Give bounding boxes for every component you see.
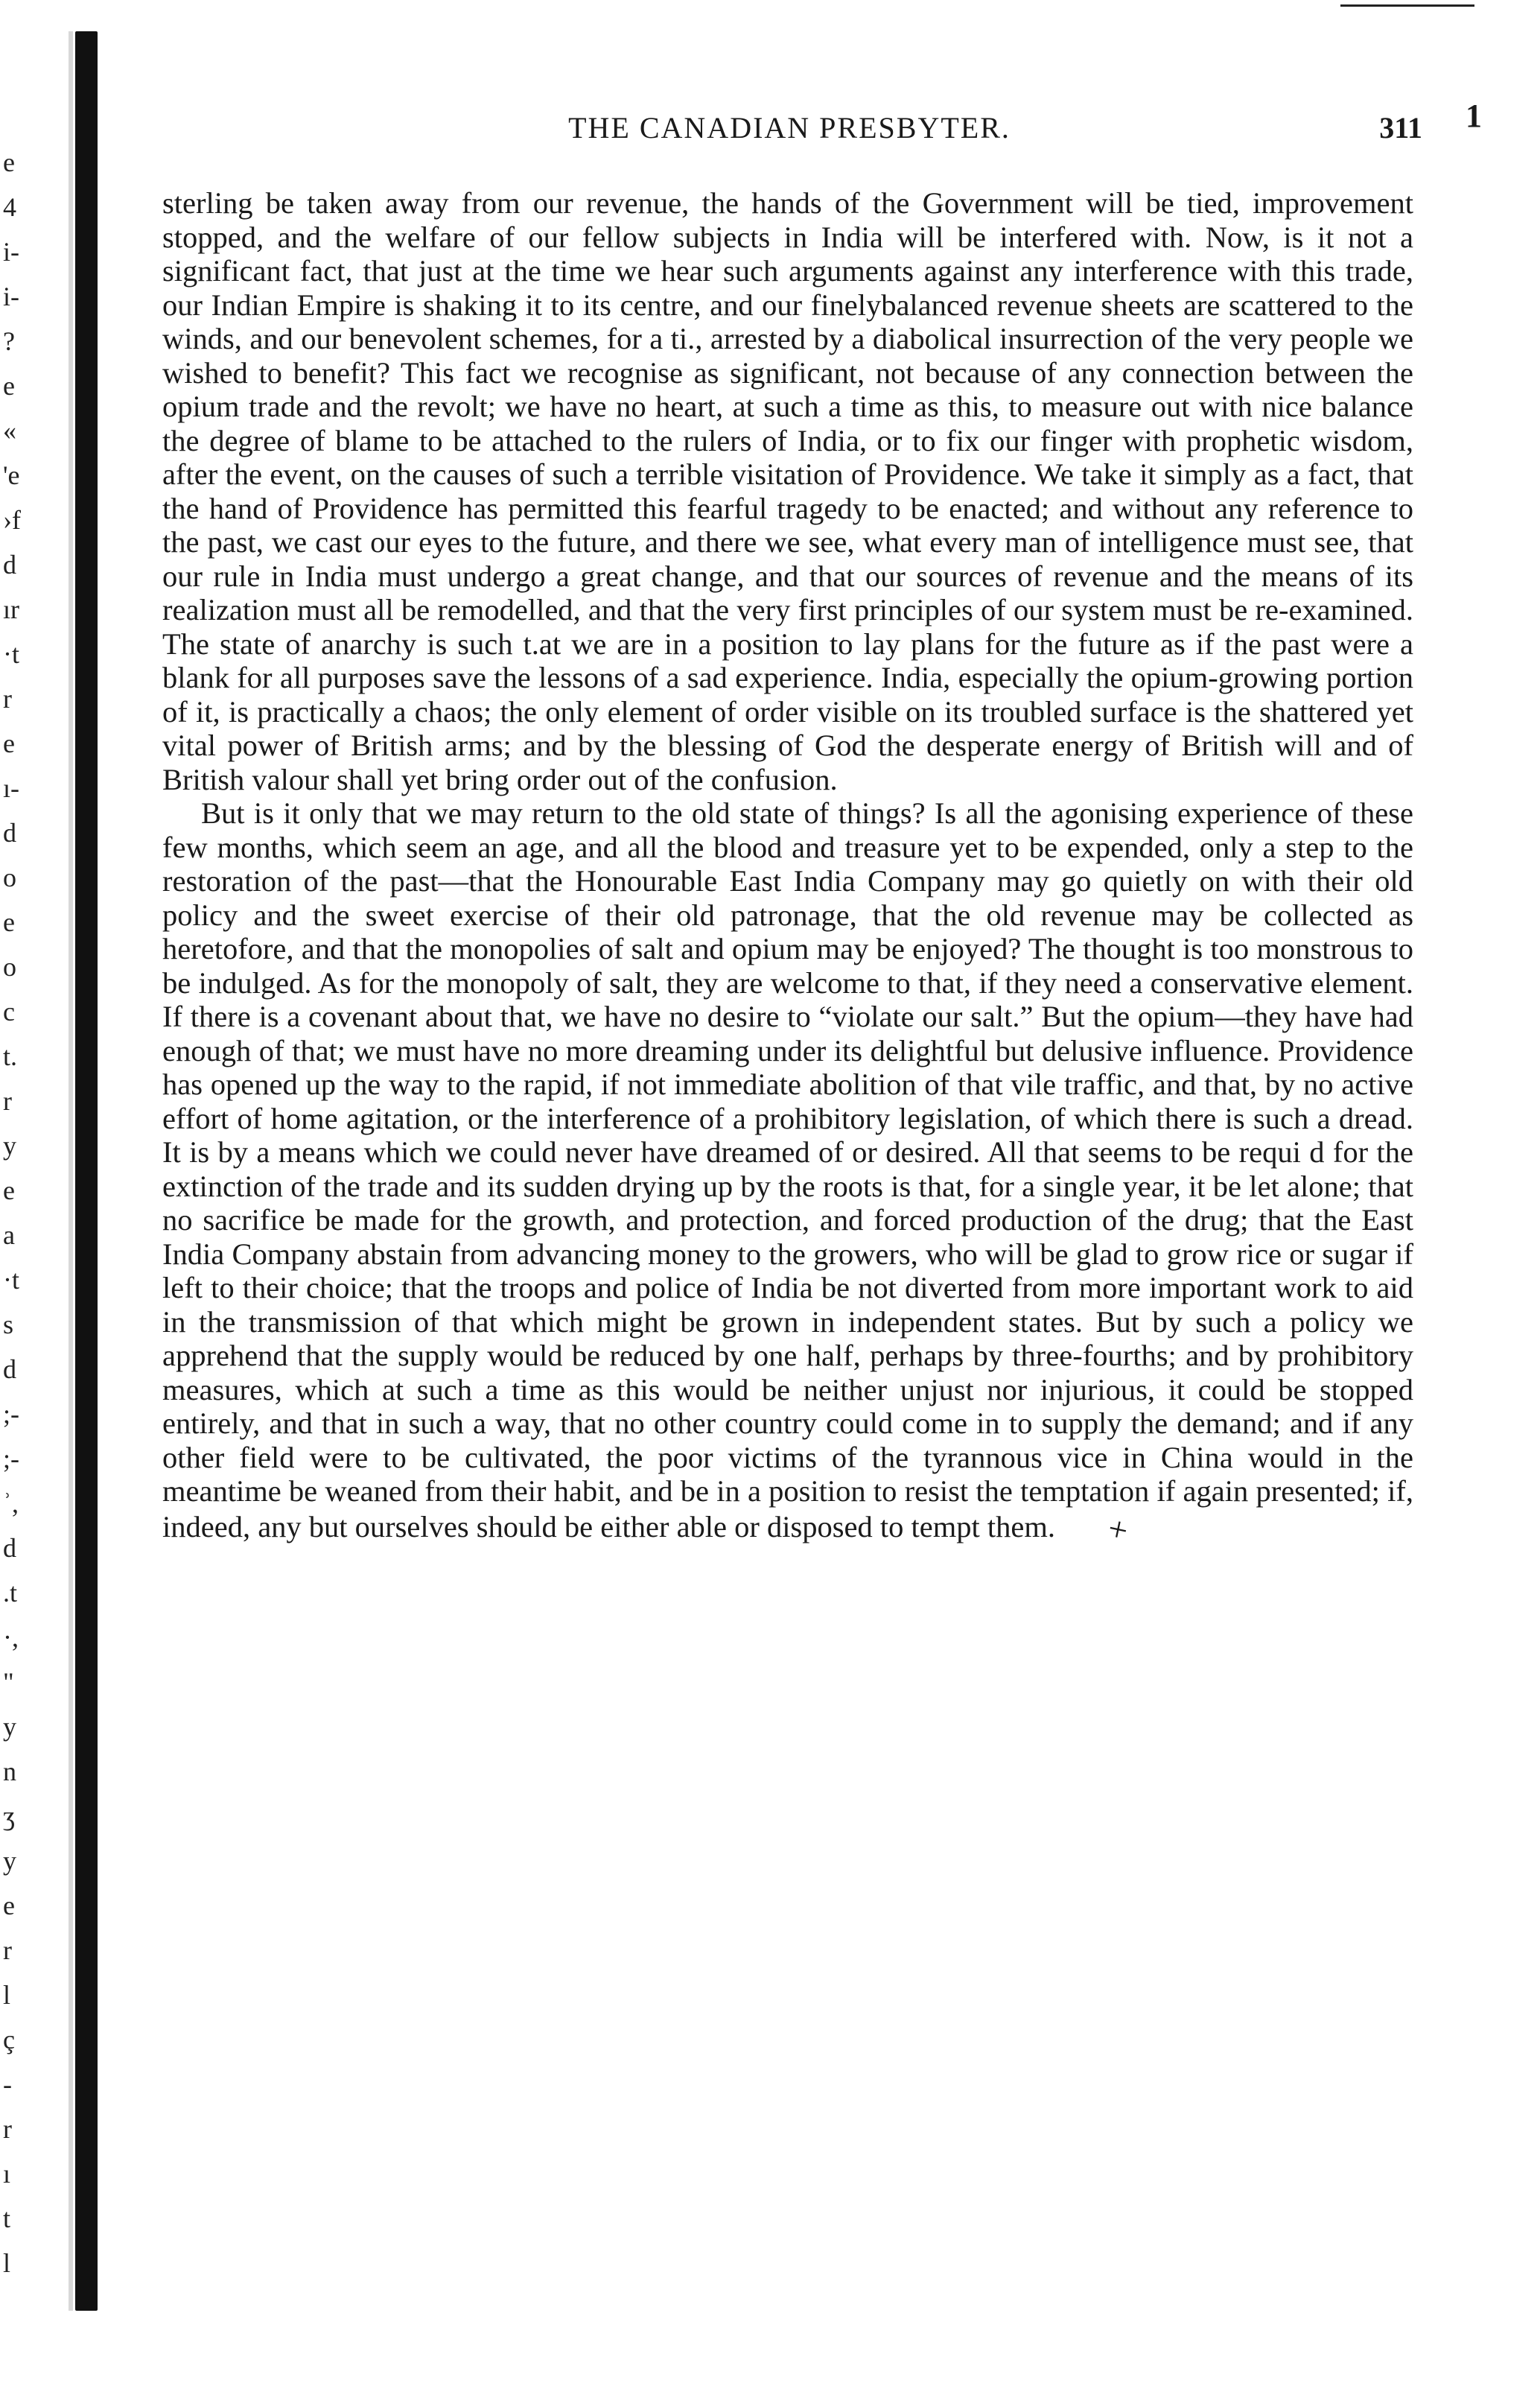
margin-fragment: ;- (3, 1399, 19, 1429)
margin-fragment: e (3, 729, 15, 758)
margin-fragment: l (3, 1980, 11, 2010)
margin-fragment: « (3, 416, 16, 445)
margin-fragment: d (3, 1354, 16, 1384)
running-title: THE CANADIAN PRESBYTER. (568, 111, 1011, 145)
margin-fragment: y (3, 1712, 16, 1742)
margin-fragment: .t (3, 1578, 18, 1608)
margin-fragment: ;- (3, 1444, 19, 1473)
margin-fragment: e (3, 907, 15, 937)
margin-fragment: i- (3, 237, 19, 267)
margin-fragment: s (3, 1310, 14, 1339)
margin-fragment: " (3, 1667, 14, 1697)
margin-fragment: r (3, 1935, 12, 1965)
margin-fragment: l (3, 2248, 11, 2278)
paragraph (162, 796, 1413, 1550)
margin-fragment: e (3, 1175, 15, 1205)
margin-fragment: ? (3, 326, 15, 356)
margin-fragment: t. (3, 1041, 18, 1071)
margin-fragment: i- (3, 282, 19, 311)
margin-fragment: - (3, 2069, 12, 2099)
margin-fragment: r (3, 2114, 12, 2144)
end-mark: + (1104, 1508, 1132, 1550)
margin-fragment: o (3, 863, 16, 892)
margin-fragment: a (3, 1220, 15, 1250)
article-body (162, 186, 1413, 1550)
margin-fragment: ı (3, 2159, 11, 2189)
margin-fragment: ·t (3, 639, 19, 669)
margin-fragment: ʾ, (3, 1488, 19, 1518)
binding-edge (75, 31, 98, 2311)
margin-fragment: 'e (3, 460, 20, 490)
margin-fragment: 4 (3, 192, 16, 222)
margin-fragment: t (3, 2203, 11, 2233)
margin-fragment: ›f (3, 505, 21, 535)
margin-fragment: ç (3, 2025, 15, 2054)
margin-fragment: y (3, 1131, 16, 1161)
margin-fragment: d (3, 1533, 16, 1563)
margin-fragment: o (3, 952, 16, 982)
margin-fragment: r (3, 684, 12, 714)
margin-fragment: ır (3, 594, 19, 624)
margin-fragment: e (3, 147, 15, 177)
margin-fragment: ʒ (3, 1801, 15, 1831)
margin-fragment: d (3, 818, 16, 848)
page-number: 311 (1379, 111, 1422, 145)
margin-fragment: d (3, 550, 16, 580)
margin-fragment: c (3, 997, 15, 1027)
margin-fragment: r (3, 1086, 12, 1116)
margin-fragment: e (3, 1891, 15, 1920)
margin-fragment: ·t (3, 1265, 19, 1295)
margin-fragment: e (3, 371, 15, 401)
corner-mark: 1 (1466, 98, 1482, 134)
scan-shadow (69, 31, 73, 2311)
margin-fragment: ·, (3, 1622, 19, 1652)
top-rule (1340, 4, 1474, 7)
margin-fragment: y (3, 1846, 16, 1876)
running-header (164, 110, 1422, 155)
paragraph-text: But is it only that we may return to the old state of things? Is all the agonising experience of these few months, which seem an age, and all the blood and treasure yet to be expended, only a step to the restoration of the past—that the Honourable East India Company may go quietly on with their old policy and the sweet exercise of their old patronage, that the old revenue may be collected as heretofore, and that the monopolies of salt and opium may be enjoyed? The thought is too monstrous to be indulged. As for the monopoly of salt, they are welcome to that, if they need a conservative element. If there is a covenant about that, we have no desire to “violate our salt.” But the opium—they have had enough of that; we must have no more dreaming under its delightful but delusive influence. Providence has opened up the way to the rapid, if not immediate abolition of that vile traffic, and that, by no active effort of home agitation, or the interference of a prohibitory legislation, of which there is such a dread. It is by a means which we could never have dreamed of or desired. All that seems to be requi d for the extinction of the trade and its sudden drying up by the roots is that, for a single year, it be let alone; that no sacrifice be made for the growth, and protection, and forced production of the drug; that the East India Company abstain from advancing money to the growers, who will be glad to grow rice or sugar if left to their choice; that the troops and police of India be not diverted from more important work to aid in the transmission of that which might be grown in independent states. But by such a policy we apprehend that the supply would be reduced by one half, perhaps by three-fourths; and by prohibitory measures, which at such a time as this would be neither unjust nor injurious, it could be stopped entirely, and that in such a way, that no other country could come in to supply the demand; and if any other field were to be cultivated, the poor victims of the tyrannous vice in China would in the meantime be weaned from their habit, and be in a position to resist the temptation if again presented; if, indeed, any but ourselves should be either able or disposed to tempt them. (162, 796, 1413, 1543)
margin-fragment: n (3, 1757, 16, 1786)
paragraph: sterling be taken away from our revenue, the hands of the Government will be tied, improvement stopped, and the welfare of our fellow subjects in India will be interfered with. Now, is it not a significant fact, that just at the time we hear such arguments against any interference with this trade, our Indian Empire is shaking it to its centre, and our finelybalanced revenue sheets are scattered to the winds, and our benevolent schemes, for a ti., arrested by a diabolical insurrection of the very people we wished to benefit? This fact we recognise as significant, not because of any connection between the opium trade and the revolt; we have no heart, at such a time as this, to measure out with nice balance the degree of blame to be attached to the rulers of India, or to fix our finger with prophetic wisdom, after the event, on the causes of such a terrible visitation of Providence. We take it simply as a fact, that the hand of Providence has permitted this fearful tragedy to be enacted; and without any reference to the past, we cast our eyes to the future, and there we see, what every man of intelligence must see, that our rule in India must undergo a great change, and that our sources of revenue and the means of its realization must all be remodelled, and that the very first principles of our system must be re-examined. The state of anarchy is such t.at we are in a position to lay plans for the future as if the past were a blank for all purposes save the lessons of a sad experience. India, especially the opium-growing portion of it, is practically a chaos; the only element of order visible on its troubled surface is the shattered yet vital power of British arms; and by the blessing of God the desperate energy of British will and of British valour shall yet bring order out of the confusion. (162, 186, 1413, 796)
margin-fragment: ı- (3, 773, 19, 803)
